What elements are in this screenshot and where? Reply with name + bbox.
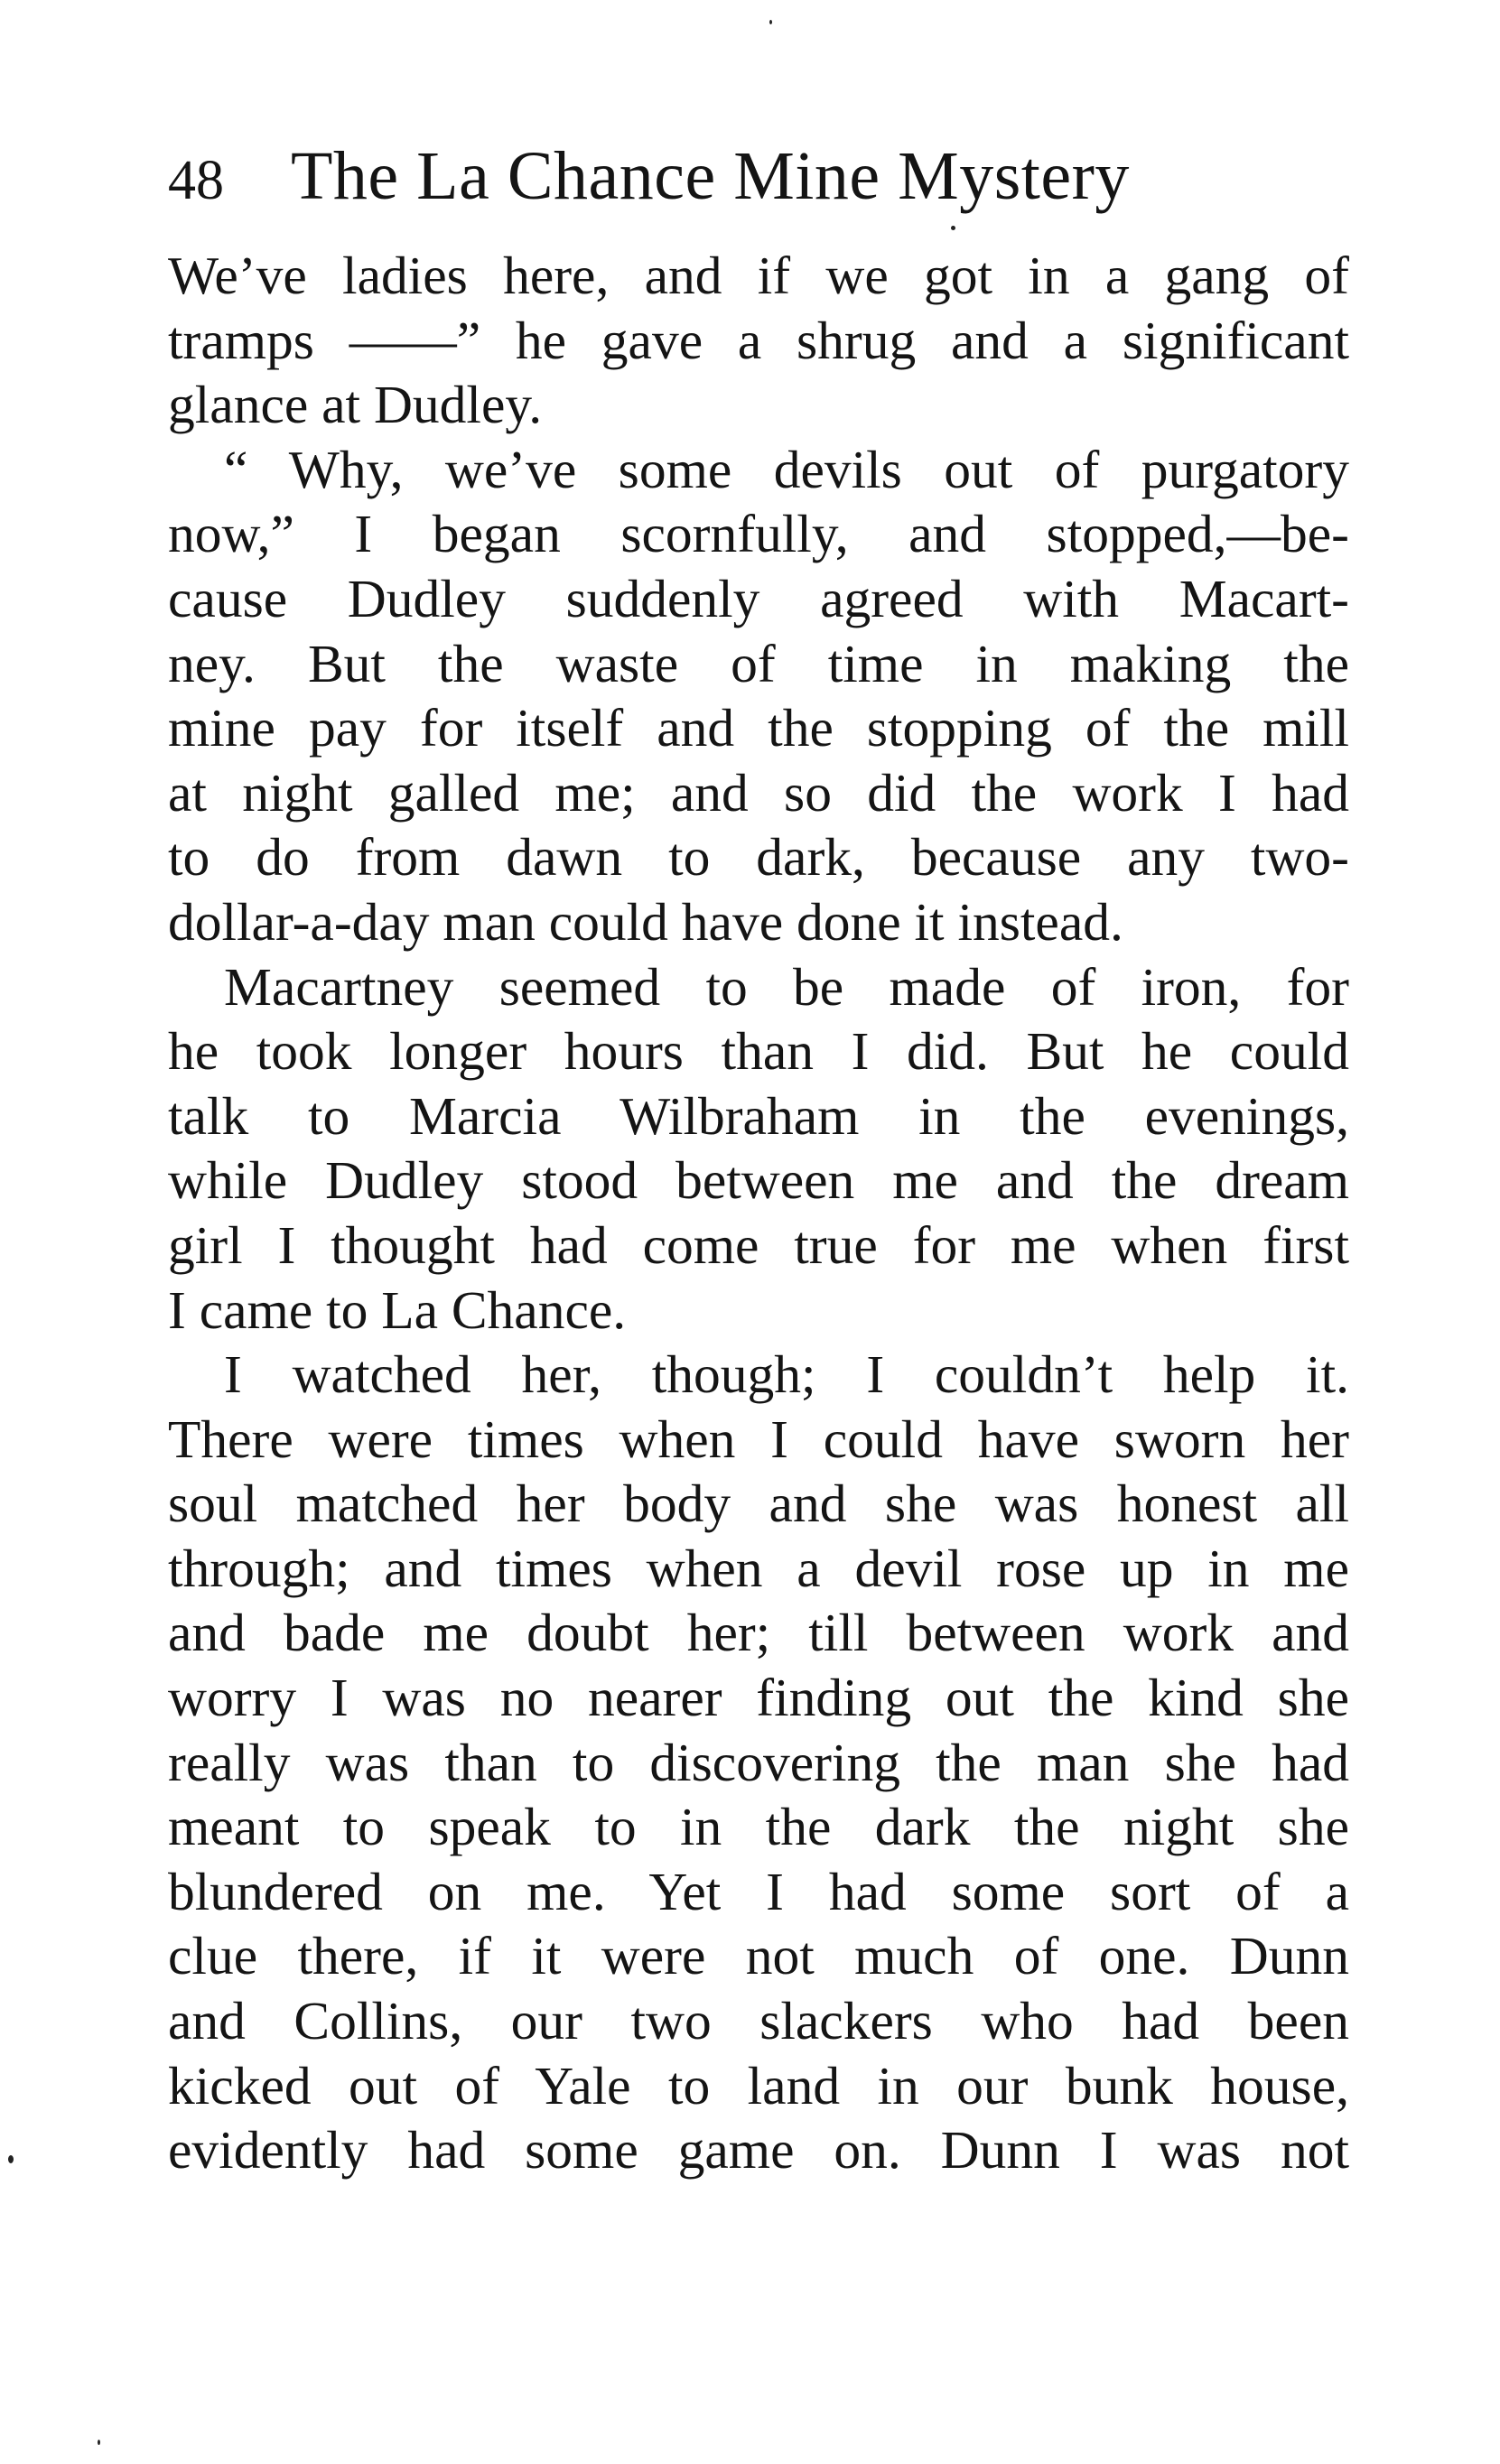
text-line: There were times when I could have sworn her	[168, 1409, 1349, 1469]
paragraph-4	[168, 1343, 1349, 2183]
print-speck	[98, 2440, 100, 2445]
text-line: I watched her, though; I couldn’t help it.	[224, 1344, 1349, 1405]
text-line: blundered on me. Yet I had some sort of a	[168, 1861, 1349, 1921]
print-speck	[8, 2155, 14, 2163]
body-text	[168, 244, 1349, 2183]
text-line: he took longer hours than I did. But he could	[168, 1021, 1349, 1082]
text-line: kicked out of Yale to land in our bunk house,	[168, 2055, 1349, 2115]
text-line: while Dudley stood between me and the dream	[168, 1150, 1349, 1211]
text-line: through; and times when a devil rose up in me	[168, 1538, 1349, 1598]
text-line: mine pay for itself and the stopping of the mill	[168, 698, 1349, 758]
text-line: and Collins, our two slackers who had been	[168, 1991, 1349, 2051]
text-line: glance at Dudley.	[168, 375, 543, 435]
text-line: really was than to discovering the man she had	[168, 1732, 1349, 1792]
paragraph-2	[168, 438, 1349, 955]
text-line: meant to speak to in the dark the night she	[168, 1797, 1349, 1857]
page-header	[168, 126, 1351, 226]
paragraph-3	[168, 955, 1349, 1344]
text-line: tramps ——” he gave a shrug and a significant	[168, 310, 1349, 370]
text-line: “ Why, we’ve some devils out of purgatory	[224, 439, 1349, 499]
paragraph-1	[168, 244, 1349, 438]
print-speck	[769, 20, 772, 24]
text-line: dollar-a-day man could have done it instead.	[168, 891, 1123, 952]
text-line: and bade me doubt her; till between work and	[168, 1603, 1349, 1663]
text-line: ney. But the waste of time in making the	[168, 633, 1349, 693]
text-line: I came to La Chance.	[168, 1279, 627, 1340]
running-title: The La Chance Mine Mystery	[291, 138, 1130, 214]
text-line: girl I thought had come true for me when first	[168, 1214, 1349, 1275]
text-line: at night galled me; and so did the work I had	[168, 762, 1349, 823]
text-line: talk to Marcia Wilbraham in the evenings,	[168, 1085, 1349, 1146]
text-line: soul matched her body and she was honest all	[168, 1474, 1349, 1534]
text-line: cause Dudley suddenly agreed with Macart-	[168, 568, 1349, 628]
text-line: evidently had some game on. Dunn I was not	[168, 2120, 1349, 2180]
page-number: 48	[168, 150, 224, 211]
text-line: clue there, if it were not much of one. Dunn	[168, 1926, 1349, 1986]
text-line: worry I was no nearer finding out the kind she	[168, 1668, 1349, 1728]
text-line: Macartney seemed to be made of iron, for	[224, 956, 1349, 1017]
text-line: We’ve ladies here, and if we got in a gang of	[168, 246, 1349, 305]
print-speck	[951, 226, 955, 230]
text-line: now,” I began scornfully, and stopped,—be-	[168, 504, 1349, 564]
text-line: to do from dawn to dark, because any two-	[168, 827, 1349, 888]
